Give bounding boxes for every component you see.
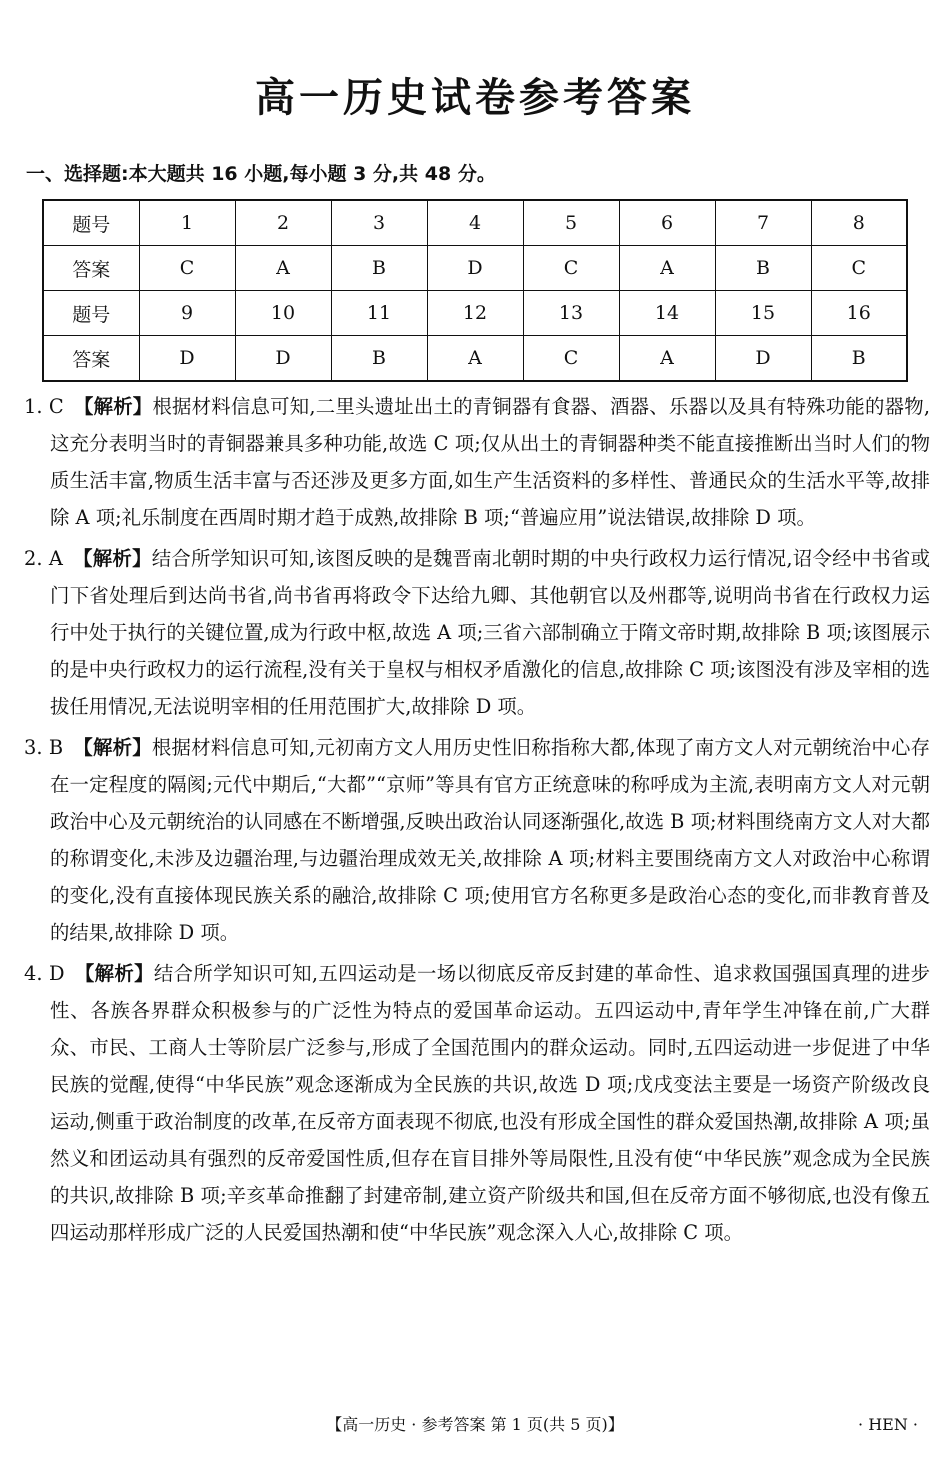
table-cell: A [235, 246, 331, 291]
table-cell: 1 [139, 200, 235, 246]
table-cell: 13 [523, 291, 619, 336]
table-cell: 16 [811, 291, 907, 336]
table-cell: 15 [715, 291, 811, 336]
question-item [24, 729, 930, 951]
footer-code: · HEN · [858, 1415, 918, 1434]
table-cell: C [811, 246, 907, 291]
table-cell: C [139, 246, 235, 291]
answer-table-row [43, 200, 907, 246]
question-text: 结合所学知识可知,该图反映的是魏晋南北朝时期的中央行政权力运行情况,诏令经中书省或门下省处理后到达尚书省,尚书省再将政令下达给九卿、其他朝官以及州郡等,说明尚书省在行政权力运行中处于执行的关键位置,成为行政中枢,故选 A 项;三省六部制确立于隋文帝时期,故排除 B 项;该图展示的是中央行政权力的运行流程,没有关于皇权与相权矛盾激化的信息,故排除 C 项;该图没有涉及宰相的选拔任用情况,无法说明宰相的任用范围扩大,故排除 D 项。 [50, 547, 931, 718]
table-cell: A [427, 336, 523, 382]
question-number: 3. B [24, 736, 64, 759]
analysis-tag: 【解析】 [73, 395, 153, 418]
answer-table-row [43, 246, 907, 291]
table-cell: 2 [235, 200, 331, 246]
answer-table-row [43, 291, 907, 336]
question-number: 2. A [24, 547, 63, 570]
table-cell: B [331, 246, 427, 291]
table-cell: 10 [235, 291, 331, 336]
section-heading: 一、选择题:本大题共 16 小题,每小题 3 分,共 48 分。 [26, 163, 496, 185]
table-cell: B [811, 336, 907, 382]
table-cell: B [331, 336, 427, 382]
table-cell: D [139, 336, 235, 382]
question-number: 4. D [24, 962, 65, 985]
question-item [24, 540, 930, 725]
analysis-tag: 【解析】 [74, 962, 154, 985]
table-cell: A [619, 246, 715, 291]
answer-table-row [43, 336, 907, 382]
table-cell: 12 [427, 291, 523, 336]
table-cell: A [619, 336, 715, 382]
answer-table [42, 199, 908, 382]
table-cell: 4 [427, 200, 523, 246]
table-cell: C [523, 336, 619, 382]
table-cell: 8 [811, 200, 907, 246]
footer-page-info: 【高一历史 · 参考答案 第 1 页(共 5 页)】 [326, 1415, 624, 1434]
page-title: 高一历史试卷参考答案 [255, 75, 695, 121]
question-explanations [24, 388, 930, 1255]
analysis-tag: 【解析】 [73, 736, 152, 759]
row-label: 题号 [43, 291, 139, 336]
table-cell: 9 [139, 291, 235, 336]
table-cell: 7 [715, 200, 811, 246]
table-cell: C [523, 246, 619, 291]
table-cell: D [715, 336, 811, 382]
table-cell: D [235, 336, 331, 382]
analysis-tag: 【解析】 [72, 547, 152, 570]
table-cell: 11 [331, 291, 427, 336]
row-label: 答案 [43, 246, 139, 291]
table-cell: 14 [619, 291, 715, 336]
question-text: 结合所学知识可知,五四运动是一场以彻底反帝反封建的革命性、追求救国强国真理的进步性、各族各界群众积极参与的广泛性为特点的爱国革命运动。五四运动中,青年学生冲锋在前,广大群众、市民、工商人士等阶层广泛参与,形成了全国范围内的群众运动。同时,五四运动进一步促进了中华民族的觉醒,使得“中华民族”观念逐渐成为全民族的共识,故选 D 项;戊戌变法主要是一场资产阶级改良运动,侧重于政治制度的改革,在反帝方面表现不彻底,也没有形成全国性的群众爱国热潮,故排除 A 项;虽然义和团运动具有强烈的反帝爱国性质,但存在盲目排外等局限性,且没有使“中华民族”观念成为全民族的共识,故排除 B 项;辛亥革命推翻了封建帝制,建立资产阶级共和国,但在反帝方面不够彻底,也没有像五四运动那样形成广泛的人民爱国热潮和使“中华民族”观念深入人心,故排除 C 项。 [50, 962, 930, 1244]
table-cell: D [427, 246, 523, 291]
question-item [24, 388, 930, 536]
question-text: 根据材料信息可知,元初南方文人用历史性旧称指称大都,体现了南方文人对元朝统治中心存在一定程度的隔阂;元代中期后,“大都”“京师”等具有官方正统意味的称呼成为主流,表明南方文人对元朝政治中心及元朝统治的认同感在不断增强,反映出政治认同逐渐强化,故选 B 项;材料围绕南方文人对大都的称谓变化,未涉及边疆治理,与边疆治理成效无关,故排除 A 项;材料主要围绕南方文人对政治中心称谓的变化,没有直接体现民族关系的融洽,故排除 C 项;使用官方名称更多是政治心态的变化,而非教育普及的结果,故排除 D 项。 [50, 736, 931, 944]
row-label: 题号 [43, 200, 139, 246]
table-cell: 5 [523, 200, 619, 246]
table-cell: B [715, 246, 811, 291]
question-number: 1. C [24, 395, 64, 418]
question-item [24, 955, 930, 1251]
row-label: 答案 [43, 336, 139, 382]
question-text: 根据材料信息可知,二里头遗址出土的青铜器有食器、酒器、乐器以及具有特殊功能的器物,这充分表明当时的青铜器兼具多种功能,故选 C 项;仅从出土的青铜器种类不能直接推断出当时人们的物质生活丰富,物质生活丰富与否还涉及更多方面,如生产生活资料的多样性、普通民众的生活水平等,故排除 A 项;礼乐制度在西周时期才趋于成熟,故排除 B 项;“普遍应用”说法错误,故排除 D 项。 [50, 395, 931, 529]
table-cell: 6 [619, 200, 715, 246]
table-cell: 3 [331, 200, 427, 246]
